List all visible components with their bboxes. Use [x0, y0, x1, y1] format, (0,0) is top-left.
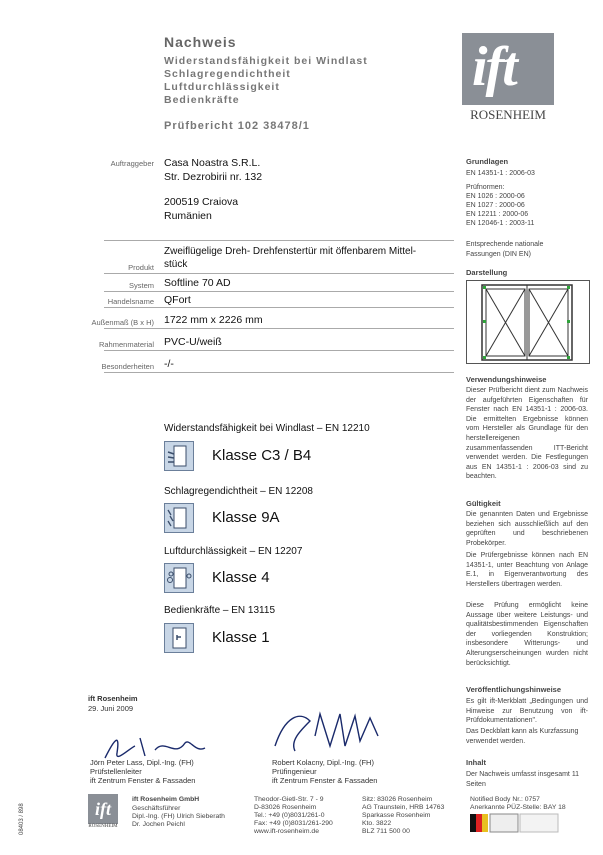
- result-heading-luft: Luftdurchlässigkeit – EN 12207: [164, 546, 303, 557]
- footer-puez: Anerkannte PÜZ-Stelle: BAY 18: [470, 804, 566, 811]
- divider: [104, 307, 454, 308]
- aussenmass-value: 1722 mm x 2226 mm: [164, 314, 263, 326]
- pruefnorm-1: EN 1026 : 2000-06: [466, 193, 525, 200]
- document-code: 08403 / 898: [19, 803, 25, 835]
- subtitle-bedien: Bedienkräfte: [164, 94, 240, 106]
- air-icon: [164, 563, 194, 593]
- footer-account: Kto. 3822: [362, 820, 392, 827]
- darstellung-heading: Darstellung: [466, 268, 508, 277]
- rahmenmaterial-label: Rahmenmaterial: [98, 340, 154, 349]
- inhalt-heading: Inhalt: [466, 758, 486, 767]
- result-heading-schlagregen: Schlagregendichtheit – EN 12208: [164, 486, 313, 497]
- result-heading-bedien: Bedienkräfte – EN 13115: [164, 605, 276, 616]
- footer-fax: Fax: +49 (0)8031/261-290: [254, 820, 333, 827]
- system-value: Softline 70 AD: [164, 277, 231, 289]
- handelsname-value: QFort: [164, 294, 191, 306]
- result-klasse-schlagregen: Klasse 9A: [212, 509, 280, 526]
- divider: [104, 273, 454, 274]
- footer-gf-label: Geschäftsführer: [132, 805, 181, 812]
- divider: [104, 350, 454, 351]
- gueltigkeit-text-3: Diese Prüfung ermöglicht keine Aussage über weitere Leistungs- und qualitätsbestimmenden Eigenschaften der vorliegenden Konstruktion; insbesondere Witterungs- und Alterungserscheinungen wurden nicht berücksichtigt.: [466, 602, 588, 667]
- rahmenmaterial-value: PVC-U/weiß: [164, 336, 222, 348]
- result-klasse-bedien: Klasse 1: [212, 629, 270, 646]
- besonderheiten-value: -/-: [164, 358, 174, 370]
- gueltigkeit-text-2: Die Prüfergebnisse können nach EN 14351-1, unter Beachtung von Anlage E.1, in Eigenverantwortung des Herstellers übertragen werden.: [466, 552, 588, 588]
- signer-right-role: Prüfingenieur: [272, 767, 317, 776]
- footer-notified-body: Notified Body Nr.: 0757: [470, 796, 540, 803]
- signer-right-unit: ift Zentrum Fenster & Fassaden: [272, 776, 378, 785]
- footer-ift-logo: ift ROSENHEIM: [88, 794, 118, 832]
- aussenmass-label: Außenmaß (B x H): [91, 318, 154, 327]
- signer-left-unit: ift Zentrum Fenster & Fassaden: [90, 776, 196, 785]
- verwendung-text: Dieser Prüfbericht dient zum Nachweis der aufgeführten Eigenschaften für Fenster nach EN 14351-1 : 2006-03. Die ermittelten Ergebnisse können vom Hersteller als Grundlage für den herstellereigenen zusammenfassenden ITT-Bericht verwendet werden. Die Festlegungen aus EN 14351-1 : 2006-03 sind zu beachten.: [466, 387, 588, 481]
- system-label: System: [128, 281, 154, 290]
- sign-date: 29. Juni 2009: [88, 704, 134, 713]
- grundlagen-heading: Grundlagen: [466, 157, 509, 166]
- subtitle-windlast: Widerstandsfähigkeit bei Windlast: [164, 55, 368, 67]
- subtitle-luft: Luftdurchlässigkeit: [164, 81, 280, 93]
- client-line-1: Casa Noastra S.R.L.: [164, 157, 261, 169]
- grundlagen-text: EN 14351-1 : 2006-03: [466, 170, 535, 177]
- produkt-value: Zweiflügelige Dreh- Drehfenstertür mit öffenbarem Mittel-: [164, 246, 417, 257]
- result-klasse-windlast: Klasse C3 / B4: [212, 447, 312, 464]
- sign-org: ift Rosenheim: [88, 694, 138, 703]
- footer-sitz: Sitz: 83026 Rosenheim: [362, 796, 433, 803]
- pruefnorm-4: EN 12046-1 : 2003-11: [466, 220, 535, 227]
- divider: [104, 240, 454, 241]
- footer-address-2: D-83026 Rosenheim: [254, 804, 317, 811]
- besonderheiten-label: Besonderheiten: [101, 362, 154, 371]
- signer-right-name: Robert Kolacny, Dipl.-Ing. (FH): [272, 758, 374, 767]
- footer-gf-1: Dipl.-Ing. (FH) Ulrich Sieberath: [132, 813, 225, 820]
- veroeff-heading: Veröffentlichungshinweise: [466, 685, 562, 694]
- fassungen-text: Entsprechende nationale Fassungen (DIN EN): [466, 241, 544, 258]
- report-number: Prüfbericht 102 38478/1: [164, 120, 310, 132]
- verwendung-heading: Verwendungshinweise: [466, 375, 547, 384]
- window-drawing: [466, 280, 590, 364]
- veroeff-text-2: Das Deckblatt kann als Kurzfassung verwendet werden.: [466, 728, 579, 745]
- dakks-accreditation-logo: [470, 812, 560, 836]
- footer-tel: Tel.: +49 (0)8031/261-0: [254, 812, 325, 819]
- handelsname-label: Handelsname: [107, 297, 154, 306]
- divider: [104, 372, 454, 373]
- subtitle-schlagregen: Schlagregendichtheit: [164, 68, 291, 80]
- client-line-4: Rumänien: [164, 210, 212, 222]
- wind-load-icon: [164, 441, 194, 471]
- document-title: Nachweis: [164, 34, 237, 50]
- inhalt-text: Der Nachweis umfasst insgesamt 11 Seiten: [466, 771, 580, 788]
- footer-address-1: Theodor-Gietl-Str. 7 - 9: [254, 796, 324, 803]
- footer-bank: Sparkasse Rosenheim: [362, 812, 431, 819]
- pruefnorm-3: EN 12211 : 2000-06: [466, 211, 529, 218]
- signer-left-role: Prüfstellenleiter: [90, 767, 142, 776]
- divider: [104, 328, 454, 329]
- pruefnorm-2: EN 1027 : 2000-06: [466, 202, 525, 209]
- footer-register: AG Traunstein, HRB 14763: [362, 804, 445, 811]
- footer-blz: BLZ 711 500 00: [362, 828, 410, 835]
- result-klasse-luft: Klasse 4: [212, 569, 270, 586]
- result-heading-windlast: Widerstandsfähigkeit bei Windlast – EN 12210: [164, 423, 370, 434]
- veroeff-text-1: Es gilt ift-Merkblatt „Bedingungen und Hinweise zur Benutzung von ift-Prüfdokumentationen".: [466, 698, 588, 725]
- ift-logo: ift ROSENHEIM: [462, 33, 554, 121]
- client-line-3: 200519 Craiova: [164, 196, 239, 208]
- client-line-2: Str. Dezrobirii nr. 132: [164, 171, 263, 183]
- gueltigkeit-text-1: Die genannten Daten und Ergebnisse beziehen sich ausschließlich auf den geprüften und beschriebenen Probekörper.: [466, 511, 588, 547]
- produkt-value-2: stück: [164, 259, 188, 270]
- handle-icon: [164, 623, 194, 653]
- rain-icon: [164, 503, 194, 533]
- signer-left-name: Jörn Peter Lass, Dipl.-Ing. (FH): [90, 758, 194, 767]
- footer-company: ift Rosenheim GmbH: [132, 796, 200, 803]
- divider: [104, 291, 454, 292]
- pruefnormen-heading: Prüfnormen:: [466, 184, 505, 191]
- client-label: Auftraggeber: [110, 159, 154, 168]
- produkt-label: Produkt: [128, 263, 154, 272]
- footer-web[interactable]: www.ift-rosenheim.de: [254, 828, 319, 835]
- signature-kolacny: [270, 706, 390, 764]
- gueltigkeit-heading: Gültigkeit: [466, 499, 501, 508]
- footer-gf-2: Dr. Jochen Peichl: [132, 821, 185, 828]
